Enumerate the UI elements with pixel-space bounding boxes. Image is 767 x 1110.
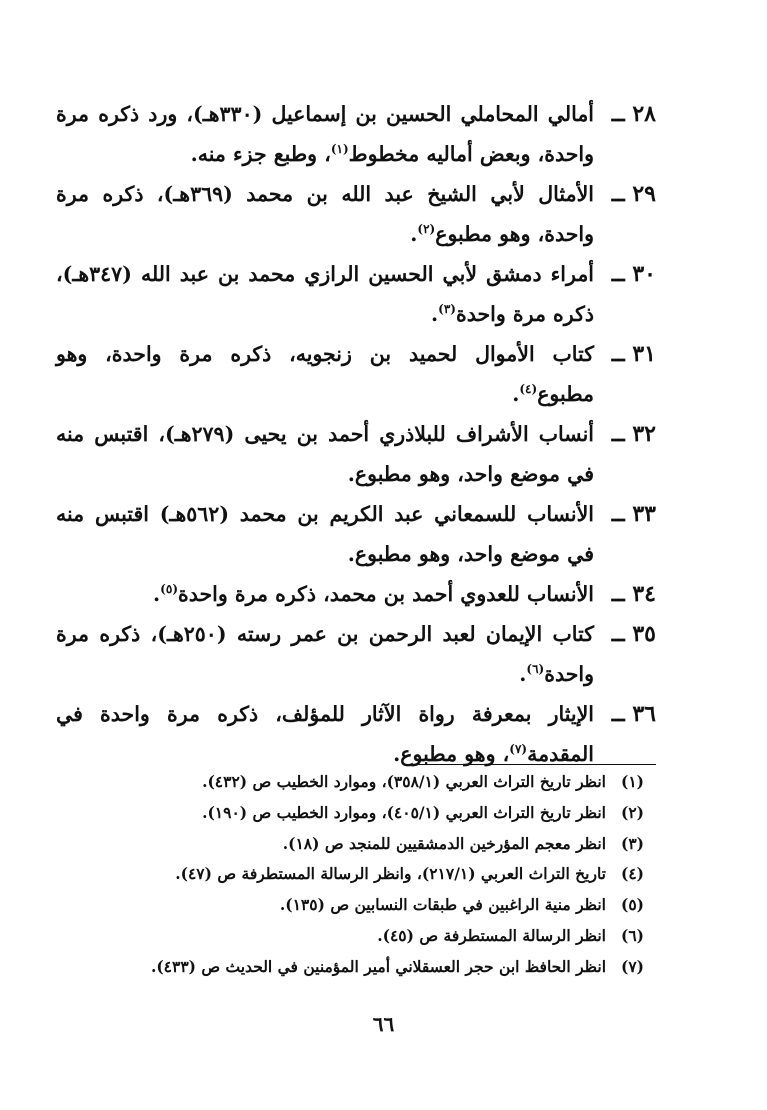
footnote-ref: (٥): [160, 582, 178, 597]
entry-tail: .: [512, 382, 520, 406]
footnote-number: (٦): [620, 925, 644, 945]
footnote-number: (٤): [620, 864, 644, 884]
entry-number: ٣٢ ــ: [611, 421, 656, 447]
entry-text: [56, 94, 594, 174]
entry-text: [56, 574, 594, 614]
list-item: [56, 494, 656, 574]
entry-body: الإيثار بمعرفة رواة الآثار للمؤلف، ذكره مرة واحدة في المقدمة: [56, 702, 594, 766]
entry-body: الأنساب للسمعاني عبد الكريم بن محمد (٥٦٢هـ) اقتبس منه في موضع واحد، وهو مطبوع.: [56, 502, 594, 566]
footnote: [60, 767, 644, 798]
entry-number: ٣٥ ــ: [611, 621, 656, 647]
entry-text: [56, 254, 594, 334]
entry-number: ٢٩ ــ: [611, 181, 656, 207]
entry-text: [56, 174, 594, 254]
footnote-ref: (٣): [438, 302, 456, 317]
entry-list: [56, 94, 656, 774]
footnote-number: (٥): [620, 895, 644, 915]
entry-tail: ، وطبع جزء منه.: [190, 142, 331, 166]
entry-tail: .: [410, 222, 418, 246]
entry-number: ٣١ ــ: [611, 341, 656, 367]
footnote-ref: (٤): [519, 382, 538, 397]
entry-text: [56, 494, 594, 574]
entry-number: ٣٤ ــ: [611, 581, 656, 607]
entry-tail: .: [431, 302, 439, 326]
list-item: [56, 334, 656, 414]
footnote: [60, 798, 644, 829]
list-item: [56, 174, 656, 254]
entry-body: كتاب الأموال لحميد بن زنجويه، ذكره مرة واحدة، وهو مطبوع: [56, 342, 594, 406]
footnote-text: انظر تاريخ التراث العربي (٣٥٨/١)، وموارد الخطيب ص (٤٣٢).: [202, 772, 606, 791]
footnote-number: (٢): [620, 802, 644, 822]
footnote-number: (٧): [620, 956, 644, 976]
entry-body: أمالي المحاملي الحسين بن إسماعيل (٣٣٠هـ)، ورد ذكره مرة واحدة، وبعض أماليه مخطوط: [56, 102, 594, 166]
footnote-ref: (٢): [417, 222, 436, 237]
footnote-text: انظر الرسالة المستطرفة ص (٤٥).: [377, 925, 606, 945]
footnote-ref: (١): [330, 142, 349, 157]
footnote-number: (١): [620, 772, 644, 791]
entry-body: أمراء دمشق لأبي الحسين الرازي محمد بن عبد الله (٣٤٧هـ)، ذكره مرة واحدة: [56, 262, 594, 326]
footnote-text: انظر تاريخ التراث العربي (٤٠٥/١)، وموارد الخطيب ص (١٩٠).: [202, 802, 606, 822]
entry-number: ٣٣ ــ: [611, 501, 656, 527]
list-item: [56, 574, 656, 614]
entry-number: ٣٠ ــ: [611, 261, 656, 287]
entry-text: [56, 334, 594, 414]
footnote: [60, 921, 644, 952]
footnote-ref: (٧): [509, 742, 528, 757]
footnote-text: تاريخ التراث العربي (٢١٧/١)، وانظر الرسالة المستطرفة ص (٤٧).: [175, 864, 606, 884]
list-item: [56, 254, 656, 334]
entry-text: [56, 614, 594, 694]
entry-body: الأنساب للعدوي أحمد بن محمد، ذكره مرة واحدة: [178, 582, 594, 606]
footnote-number: (٣): [620, 833, 644, 853]
footnote-ref: (٦): [526, 662, 545, 677]
entry-number: ٣٦ ــ: [611, 701, 656, 727]
footnote-text: انظر منية الراغبين في طبقات النسابين ص (١٣٥).: [279, 895, 606, 915]
entry-tail: ، وهو مطبوع.: [393, 742, 510, 766]
footnote: [60, 829, 644, 860]
entry-body: أنساب الأشراف للبلاذري أحمد بن يحيى (٢٧٩هـ)، اقتبس منه في موضع واحد، وهو مطبوع.: [56, 422, 594, 486]
footnote: [60, 952, 644, 983]
footnote-list: [60, 767, 644, 983]
entry-text: [56, 694, 594, 774]
footnote: [60, 859, 644, 890]
entry-text: [56, 414, 594, 494]
entry-body: الأمثال لأبي الشيخ عبد الله بن محمد (٣٦٩هـ)، ذكره مرة واحدة، وهو مطبوع: [56, 182, 594, 246]
entry-tail: .: [153, 582, 161, 606]
footnote-text: انظر معجم المؤرخين الدمشقيين للمنجد ص (١٨).: [282, 833, 606, 853]
footnote-divider: [403, 764, 656, 765]
entry-tail: .: [519, 662, 527, 686]
page-number: ٦٦: [372, 1012, 395, 1036]
entry-number: ٢٨ ــ: [611, 101, 656, 127]
list-item: [56, 94, 656, 174]
footnote: [60, 890, 644, 921]
list-item: [56, 614, 656, 694]
entry-body: كتاب الإيمان لعبد الرحمن بن عمر رسته (٢٥٠هـ)، ذكره مرة واحدة: [56, 622, 594, 686]
list-item: [56, 414, 656, 494]
list-item: [56, 694, 656, 774]
footnote-text: انظر الحافظ ابن حجر العسقلاني أمير المؤمنين في الحديث ص (٤٣٣).: [150, 956, 606, 976]
